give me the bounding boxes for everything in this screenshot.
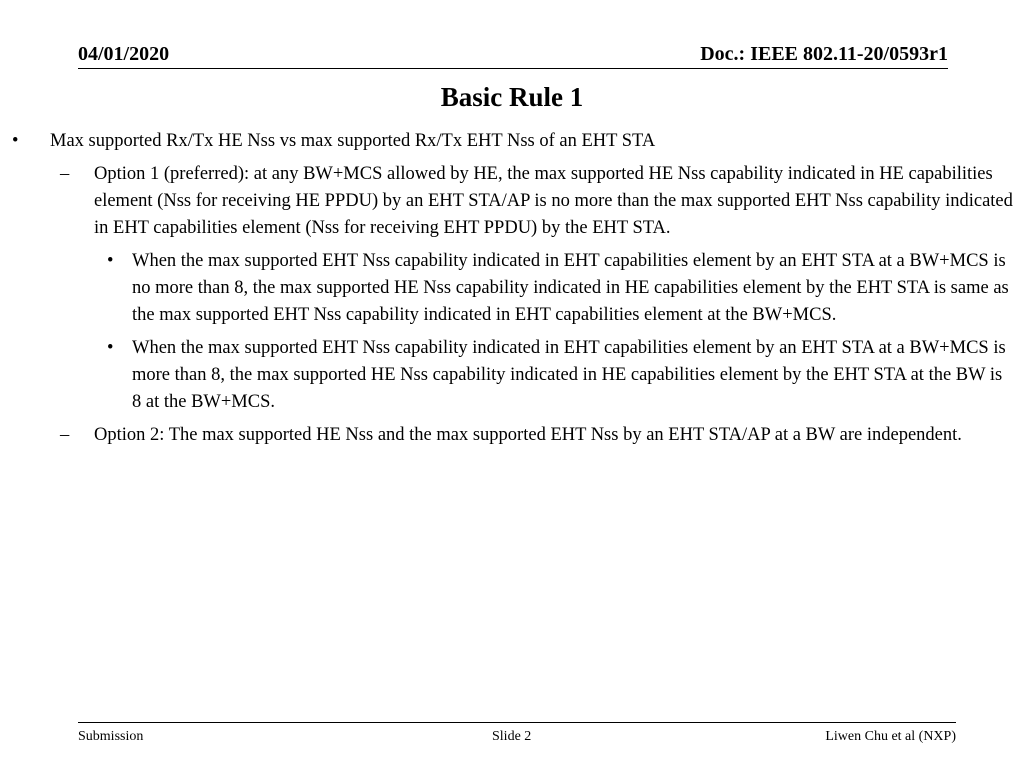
header-date: 04/01/2020 — [78, 43, 170, 65]
bullet-text: Max supported Rx/Tx HE Nss vs max supported Rx/Tx EHT Nss of an EHT STA — [50, 131, 656, 151]
bullet-text: Option 1 (preferred): at any BW+MCS allowed by HE, the max supported HE Nss capability indicated in HE capabilities element (Nss for receiving HE PPDU) by an EHT STA/AP is no more than the max supported EHT Nss capability indicated in EHT capabilities element (Nss for receiving EHT PPDU) by the EHT STA. — [94, 164, 1013, 238]
header-doc-id: Doc.: IEEE 802.11-20/0593r1 — [700, 43, 948, 65]
header-divider — [78, 68, 948, 69]
bullet-dot-icon: • — [107, 251, 114, 271]
footer-author: Liwen Chu et al (NXP) — [825, 729, 956, 744]
footer-submission: Submission — [78, 729, 144, 744]
bullet-level1 — [12, 128, 1010, 155]
bullet-level2-option1 — [60, 161, 1018, 242]
footer-slide-number: Slide 2 — [492, 729, 532, 744]
bullet-text: When the max supported EHT Nss capability indicated in EHT capabilities element by an EHT STA at a BW+MCS is no more than 8, the max supported HE Nss capability indicated in HE capabilities element by the EHT STA is same as the max supported EHT Nss capability indicated in EHT capabilities element at the BW+MCS. — [132, 251, 1009, 325]
bullet-level2-option2 — [60, 422, 1018, 449]
bullet-dot-icon: • — [107, 338, 114, 358]
dash-icon: – — [60, 164, 70, 184]
bullet-text: When the max supported EHT Nss capability indicated in EHT capabilities element by an EHT STA at a BW+MCS is more than 8, the max supported HE Nss capability indicated in HE capabilities element by the EHT STA at the BW is 8 at the BW+MCS. — [132, 338, 1006, 412]
dash-icon: – — [60, 425, 70, 445]
bullet-text: Option 2: The max supported HE Nss and the max supported EHT Nss by an EHT STA/AP at a BW are independent. — [94, 425, 962, 445]
footer-divider — [78, 722, 956, 723]
slide-title: Basic Rule 1 — [440, 82, 584, 112]
slide-body — [0, 128, 1024, 455]
bullet-level3 — [107, 335, 1012, 416]
bullet-dot-icon: • — [12, 131, 19, 151]
bullet-level3 — [107, 248, 1012, 329]
